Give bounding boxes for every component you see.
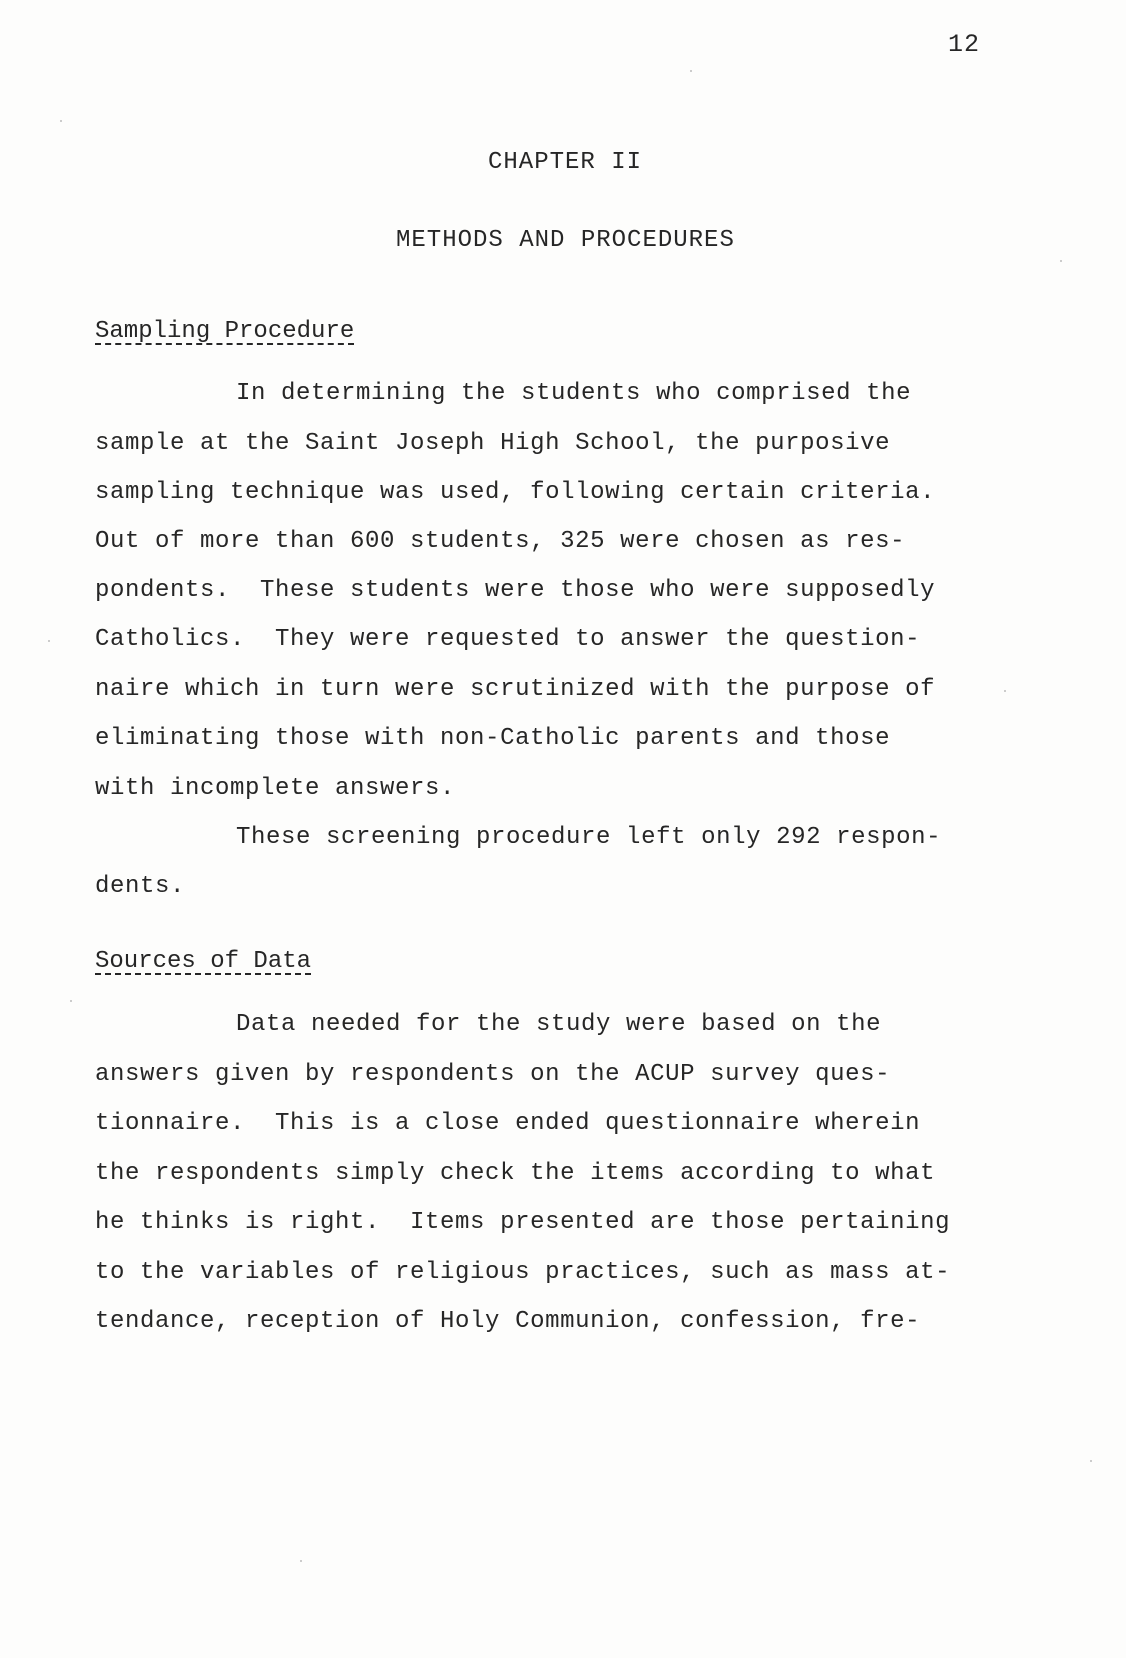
scan-speck bbox=[60, 120, 62, 122]
page-number: 12 bbox=[948, 30, 981, 59]
text-line: answers given by respondents on the ACUP survey ques- bbox=[95, 1061, 891, 1088]
scan-speck bbox=[70, 1000, 72, 1002]
text-line: he thinks is right. Items presented are those pertaining bbox=[95, 1209, 951, 1236]
sampling-procedure-heading: Sampling Procedure bbox=[95, 318, 355, 345]
text-line: tendance, reception of Holy Communion, confession, fre- bbox=[95, 1308, 921, 1335]
sources-of-data-heading: Sources of Data bbox=[95, 948, 312, 975]
scan-speck bbox=[1090, 1460, 1092, 1462]
scan-speck bbox=[300, 1560, 302, 1562]
text-line: Out of more than 600 students, 325 were chosen as res- bbox=[95, 528, 906, 555]
text-line: sample at the Saint Joseph High School, the purposive bbox=[95, 430, 891, 457]
text-line: Data needed for the study were based on the bbox=[236, 1011, 882, 1038]
text-line: pondents. These students were those who were supposedly bbox=[95, 577, 936, 604]
chapter-title: CHAPTER II bbox=[488, 149, 643, 176]
scan-speck bbox=[1004, 690, 1006, 692]
scan-speck bbox=[690, 70, 692, 72]
text-line: Catholics. They were requested to answer the question- bbox=[95, 626, 921, 653]
scan-speck bbox=[48, 640, 50, 642]
text-line: tionnaire. This is a close ended questionnaire wherein bbox=[95, 1110, 921, 1137]
text-line: the respondents simply check the items according to what bbox=[95, 1160, 936, 1187]
text-line: naire which in turn were scrutinized with the purpose of bbox=[95, 676, 936, 703]
text-line: In determining the students who comprised the bbox=[236, 380, 912, 407]
text-line: sampling technique was used, following certain criteria. bbox=[95, 479, 936, 506]
text-line: eliminating those with non-Catholic parents and those bbox=[95, 725, 891, 752]
text-line: dents. bbox=[95, 873, 186, 900]
text-line: These screening procedure left only 292 respon- bbox=[236, 824, 942, 851]
scan-speck bbox=[1060, 260, 1062, 262]
section-heading: METHODS AND PROCEDURES bbox=[396, 227, 735, 254]
text-line: to the variables of religious practices, such as mass at- bbox=[95, 1259, 951, 1286]
text-line: with incomplete answers. bbox=[95, 775, 456, 802]
